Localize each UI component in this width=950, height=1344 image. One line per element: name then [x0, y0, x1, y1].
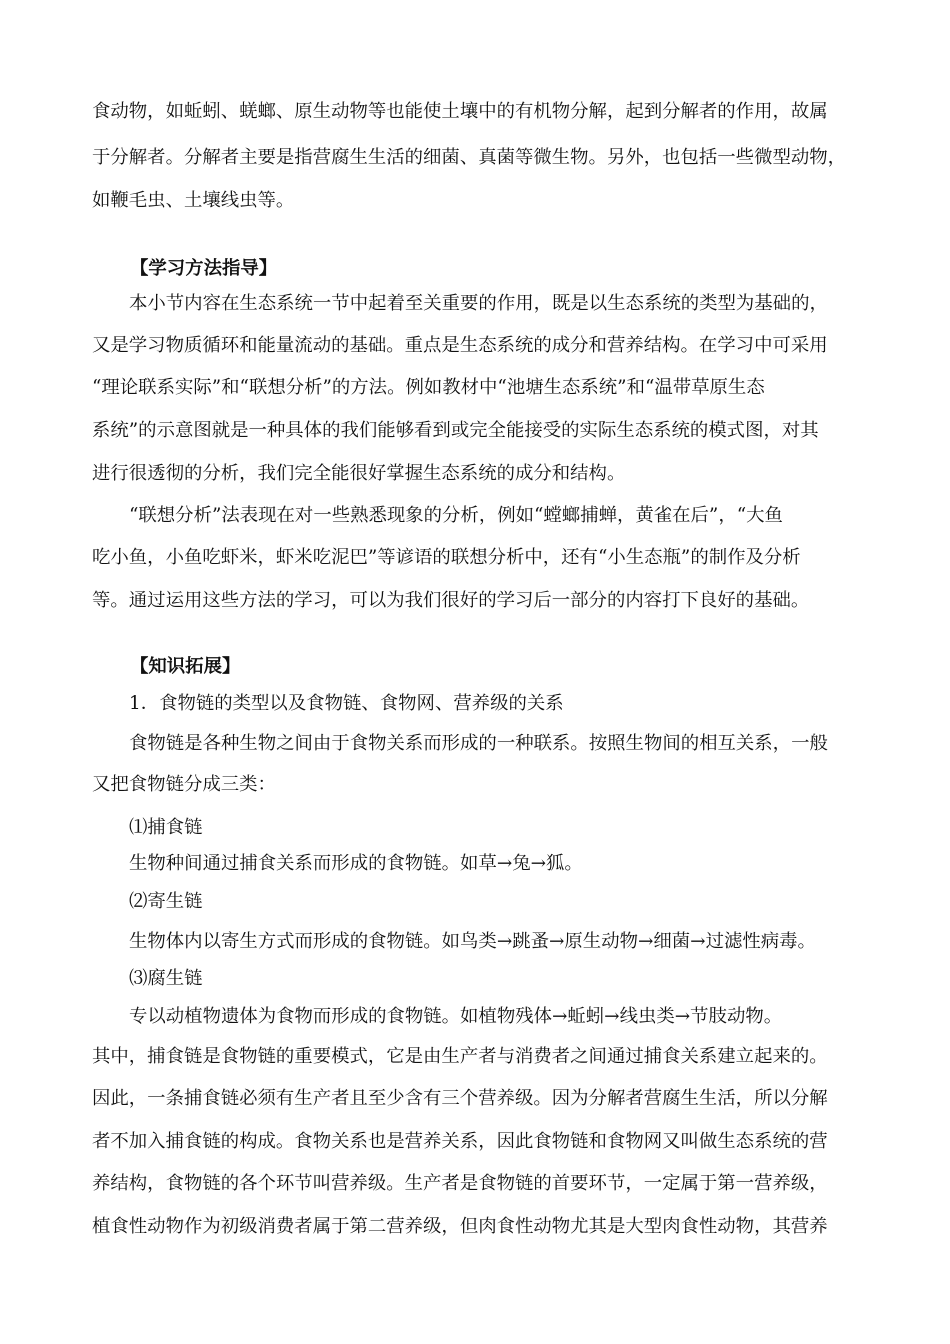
foodchain-intro-line-2: 又把食物链分成三类： — [92, 774, 276, 795]
saprophytic-chain-title: ⑶腐生链 — [129, 968, 203, 989]
method-para1-line-2: 又是学习物质循环和能量流动的基础。重点是生态系统的成分和营养结构。在学习中可采用 — [92, 335, 828, 356]
closing-line-2: 因此，一条捕食链必须有生产者且至少含有三个营养级。因为分解者营腐生生活，所以分解 — [92, 1088, 828, 1109]
foodchain-intro-line-1: 食物链是各种生物之间由于食物关系而形成的一种联系。按照生物间的相互关系，一般 — [129, 733, 828, 754]
method-para1-line-1: 本小节内容在生态系统一节中起着至关重要的作用，既是以生态系统的类型为基础的， — [129, 293, 828, 314]
saprophytic-chain-desc: 专以动植物遗体为食物而形成的食物链。如植物残体→蚯蚓→线虫类→节肢动物。 — [129, 1006, 783, 1027]
method-para1-line-4: 系统”的示意图就是一种具体的我们能够看到或完全能接受的实际生态系统的模式图，对其 — [92, 420, 819, 441]
section-heading-study-method: 【学习方法指导】 — [130, 258, 278, 279]
intro-line-3: 如鞭毛虫、土壤线虫等。 — [92, 190, 295, 211]
predation-chain-desc: 生物种间通过捕食关系而形成的食物链。如草→兔→狐。 — [129, 853, 583, 874]
closing-line-4: 养结构，食物链的各个环节叫营养级。生产者是食物链的首要环节，一定属于第一营养级， — [92, 1173, 828, 1194]
predation-chain-title: ⑴捕食链 — [129, 817, 203, 838]
parasitic-chain-title: ⑵寄生链 — [129, 891, 203, 912]
intro-line-2: 于分解者。分解者主要是指营腐生生活的细菌、真菌等微生物。另外，也包括一些微型动物， — [92, 147, 847, 168]
intro-line-1: 食动物，如蚯蚓、蜣螂、原生动物等也能使土壤中的有机物分解，起到分解者的作用，故属 — [92, 101, 828, 122]
closing-line-3: 者不加入捕食链的构成。食物关系也是营养关系，因此食物链和食物网又叫做生态系统的营 — [92, 1131, 828, 1152]
method-para1-line-5: 进行很透彻的分析，我们完全能很好掌握生态系统的成分和结构。 — [92, 463, 626, 484]
parasitic-chain-desc: 生物体内以寄生方式而形成的食物链。如鸟类→跳蚤→原生动物→细菌→过滤性病毒。 — [129, 931, 816, 952]
method-para2-line-3: 等。通过运用这些方法的学习，可以为我们很好的学习后一部分的内容打下良好的基础。 — [92, 590, 810, 611]
closing-line-1: 其中，捕食链是食物链的重要模式，它是由生产者与消费者之间通过捕食关系建立起来的。 — [92, 1046, 828, 1067]
item1-title: 1．食物链的类型以及食物链、食物网、营养级的关系 — [129, 693, 564, 714]
method-para2-line-1: “联想分析”法表现在对一些熟悉现象的分析，例如“螳螂捕蝉，黄雀在后”，“大鱼 — [129, 505, 783, 526]
method-para2-line-2: 吃小鱼，小鱼吃虾米，虾米吃泥巴”等谚语的联想分析中，还有“小生态瓶”的制作及分析 — [92, 547, 801, 568]
closing-line-5: 植食性动物作为初级消费者属于第二营养级，但肉食性动物尤其是大型肉食性动物，其营养 — [92, 1216, 828, 1237]
section-heading-knowledge-extension: 【知识拓展】 — [130, 656, 241, 677]
method-para1-line-3: “理论联系实际”和“联想分析”的方法。例如教材中“池塘生态系统”和“温带草原生态 — [92, 377, 765, 398]
